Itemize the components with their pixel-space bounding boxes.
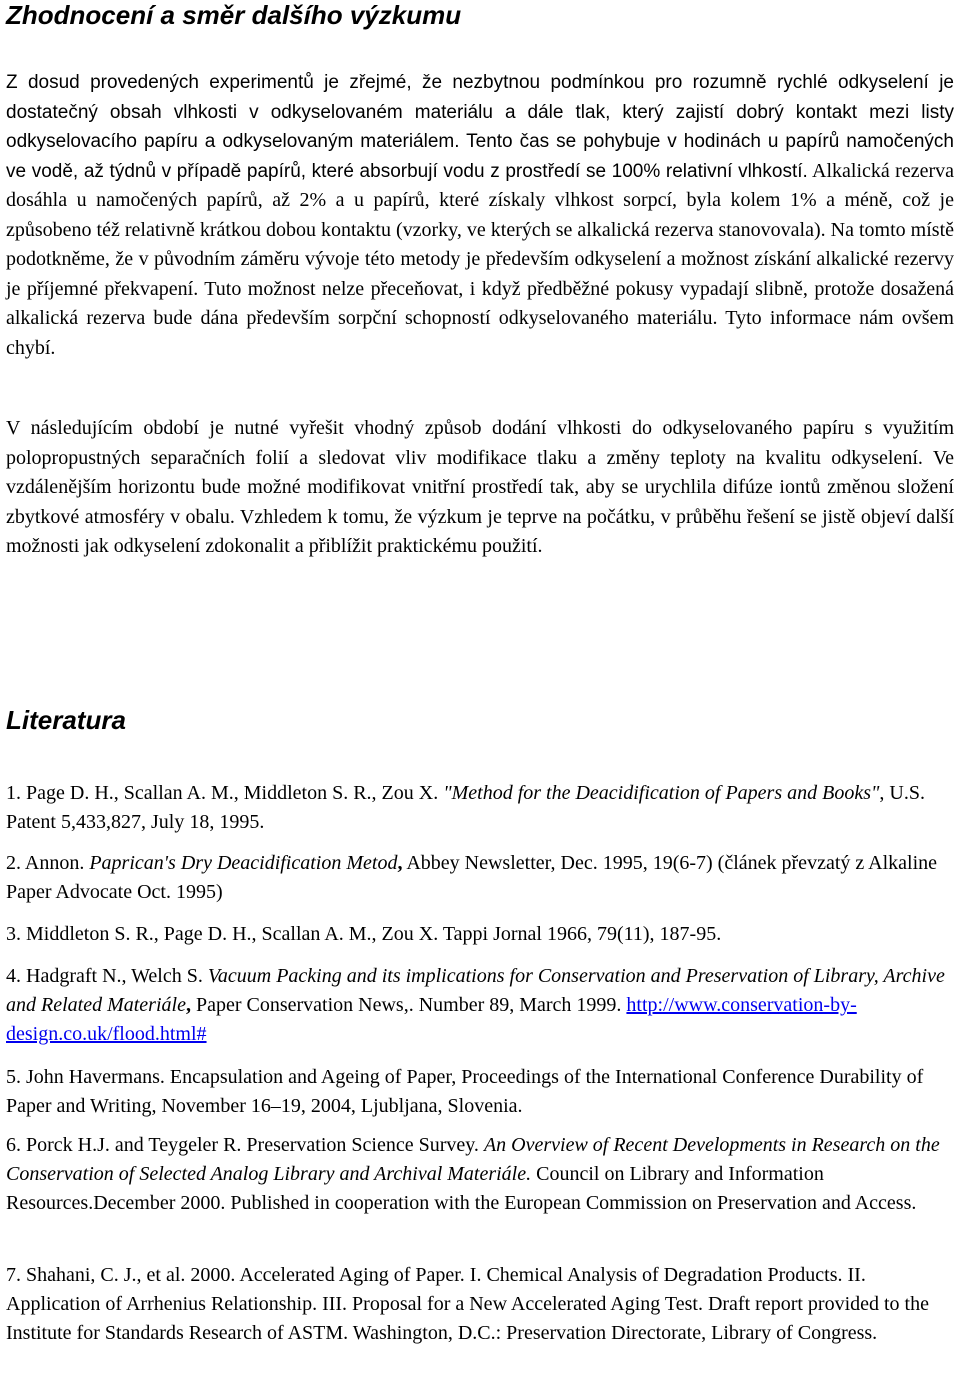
section-heading-evaluation: Zhodnocení a směr dalšího výzkumu <box>6 0 462 30</box>
reference-2-title: Paprican's Dry Deacidification Metod <box>89 852 398 874</box>
reference-7: 7. Shahani, C. J., et al. 2000. Accelerated Aging of Paper. I. Chemical Analysis of Degradation Products. II. Application of Arrhenius Relationship. III. Proposal for a New Accelerated Aging Test. Draft report provided to the Institute for Standards Research of ASTM. Washington, D.C.: Preservation Directorate, Library of Congress. <box>6 1264 929 1344</box>
paragraph-experiments-sans-text: Z dosud provedených experimentů je zřejmé, že nezbytnou podmínkou pro rozumně rychlé odkyselení je dostatečný obsah vlhkosti v odkyselovaném materiálu a dále tlak, který zajistí dobrý kontakt mezi listy odkyselovacího papíru a odkyselovaným materiálem. Tento čas se pohybuje v hodinách u papírů namočených ve vodě, až týdnů v případě papírů, které absorbují vodu z prostředí se 100% relativní vlhkostí. <box>6 72 954 182</box>
paragraph-experiments <box>6 68 954 363</box>
reference-2 <box>6 849 954 907</box>
reference-1 <box>6 779 954 837</box>
reference-5: 5. John Havermans. Encapsulation and Ageing of Paper, Proceedings of the International Conference Durability of Paper and Writing, November 16–19, 2004, Ljubljana, Slovenia. <box>6 1066 924 1117</box>
reference-4-details: Paper Conservation News,. Number 89, March 1999. <box>190 994 627 1016</box>
reference-1-authors: 1. Page D. H., Scallan A. M., Middleton S. R., Zou X. <box>6 782 444 804</box>
reference-6-details: Council on Library and Information Resources.December 2000. Published in cooperation with the European Commission on Preservation and Access. <box>6 1163 917 1214</box>
paragraph-experiments-serif-text: Alkalická rezerva dosáhla u namočených papírů, až 2% a u papírů, které získaly vlhkost sorpcí, byla kolem 1% a méně, což je způsobeno též relativně krátkou dobou kontaktu (vzorky, ve kterých se alkalická rezerva stanovovala). Na tomto místě podotkněme, že v původním záměru vývoje této metody je především odkyselení a možnost získání alkalické rezervy je příjemné překvapení. Tuto možnost nelze přeceňovat, i když předběžné pokusy vypadají slibně, protože dosažená alkalická rezerva bude dána především sorpční schopností odkyselovaného materiálu. Tyto informace nám ovšem chybí. <box>6 159 954 359</box>
reference-4-comma: , <box>185 994 191 1016</box>
reference-2-authors: 2. Annon. <box>6 852 90 874</box>
reference-2-comma: , <box>397 852 403 874</box>
reference-2-details: Abbey Newsletter, Dec. 1995, 19(6-7) (článek převzatý z Alkaline Paper Advocate Oct. 1995) <box>6 852 938 903</box>
reference-3: 3. Middleton S. R., Page D. H., Scallan A. M., Zou X. Tappi Jornal 1966, 79(11), 187-95. <box>6 923 722 945</box>
paragraph-future-research: V následujícím období je nutné vyřešit vhodný způsob dodání vlhkosti do odkyselovaného papíru s využitím polopropustných separačních folií a sledovat vliv modifikace tlaku a změny teploty na kvalitu odkyselení. Ve vzdálenějším horizontu bude možné modifikovat vnitřní prostředí tak, aby se urychlila difúze iontů změnou složení zbytkové atmosféry v obalu. Vzhledem k tomu, že výzkum je teprve na počátku, v průběhu řešení se jistě objeví další možnosti jak odkyselení zdokonalit a přiblížit praktickému použití. <box>6 417 954 557</box>
reference-4-link[interactable]: http://www.conservation-by-design.co.uk/flood.html# <box>6 994 857 1045</box>
reference-4-title: Vacuum Packing and its implications for Conservation and Preservation of Library, Archive and Related Materiále <box>6 965 945 1016</box>
reference-1-title: "Method for the Deacidification of Papers and Books" <box>443 782 880 804</box>
reference-6 <box>6 1131 954 1218</box>
section-heading-literature: Literatura <box>6 705 126 735</box>
reference-6-authors: 6. Porck H.J. and Teygeler R. Preservation Science Survey. <box>6 1134 484 1156</box>
reference-6-title: An Overview of Recent Developments in Research on the Conservation of Selected Analog Library and Archival Materiále. <box>6 1134 940 1185</box>
reference-4 <box>6 962 954 1049</box>
reference-4-authors: 4. Hadgraft N., Welch S. <box>6 965 208 987</box>
reference-1-details: , U.S. Patent 5,433,827, July 18, 1995. <box>6 782 925 833</box>
